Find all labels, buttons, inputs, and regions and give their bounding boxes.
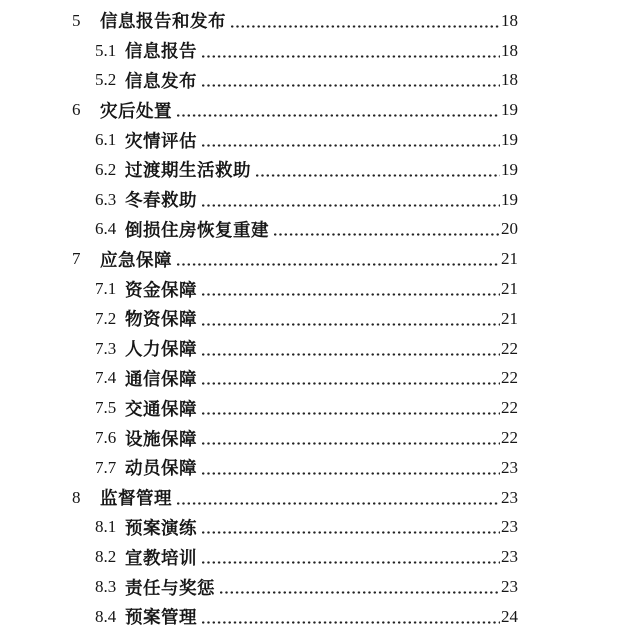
toc-entry-title: 信息报告和发布 <box>100 11 226 32</box>
toc-entry-page: 23 <box>501 517 518 537</box>
dot-leader-icon <box>177 114 500 117</box>
toc-entry-title: 信息报告 <box>125 41 197 62</box>
toc-entry[interactable] <box>72 572 518 602</box>
toc-entry-page: 23 <box>501 547 518 567</box>
dot-leader-icon <box>220 591 500 594</box>
dot-leader-icon <box>177 263 500 266</box>
dot-leader-icon <box>256 174 500 177</box>
toc-entry[interactable] <box>72 334 518 364</box>
toc-entry[interactable] <box>72 393 518 423</box>
toc-entry[interactable] <box>72 453 518 483</box>
dot-leader-icon <box>202 412 500 415</box>
dot-leader-icon <box>202 323 500 326</box>
toc-entry-title: 物资保障 <box>125 309 197 330</box>
toc-entry-number: 6 <box>72 100 81 120</box>
toc-entry-title: 预案管理 <box>125 607 197 628</box>
toc-entry-page: 19 <box>501 130 518 150</box>
toc-entry-page: 23 <box>501 457 518 477</box>
dot-leader-icon <box>274 233 500 236</box>
toc-entry-title: 预案演练 <box>125 517 197 538</box>
toc-entry[interactable] <box>72 364 518 394</box>
toc-entry-page: 19 <box>501 159 518 179</box>
toc-entry-title: 通信保障 <box>125 368 197 389</box>
toc-entry-title: 倒损住房恢复重建 <box>125 219 269 240</box>
toc-entry-title: 宣教培训 <box>125 547 197 568</box>
toc-entry-number: 6.4 <box>95 219 117 239</box>
dot-leader-icon <box>202 293 500 296</box>
toc-entry-title: 信息发布 <box>125 70 197 91</box>
toc-entry-page: 18 <box>501 70 518 90</box>
toc-entry-page: 22 <box>501 338 518 358</box>
toc-entry-page: 19 <box>501 100 518 120</box>
toc-entry-number: 8.1 <box>95 517 117 537</box>
table-of-contents <box>72 6 518 632</box>
toc-entry-number: 6.3 <box>95 189 117 209</box>
toc-entry-title: 灾后处置 <box>100 100 172 121</box>
toc-entry[interactable] <box>72 513 518 543</box>
toc-entry-number: 7.6 <box>95 428 117 448</box>
toc-entry-title: 应急保障 <box>100 249 172 270</box>
toc-entry-title: 冬春救助 <box>125 190 197 211</box>
dot-leader-icon <box>202 55 500 58</box>
dot-leader-icon <box>202 621 500 624</box>
toc-entry-page: 18 <box>501 40 518 60</box>
dot-leader-icon <box>202 204 500 207</box>
toc-entry-page: 22 <box>501 368 518 388</box>
toc-entry-page: 23 <box>501 577 518 597</box>
dot-leader-icon <box>202 531 500 534</box>
toc-entry-page: 21 <box>501 308 518 328</box>
toc-entry[interactable] <box>72 36 518 66</box>
toc-entry-number: 5.1 <box>95 40 117 60</box>
toc-entry-number: 5 <box>72 10 81 30</box>
toc-entry-title: 动员保障 <box>125 458 197 479</box>
dot-leader-icon <box>202 442 500 445</box>
toc-entry-number: 8.2 <box>95 547 117 567</box>
toc-entry-title: 人力保障 <box>125 339 197 360</box>
toc-entry[interactable] <box>72 95 518 125</box>
dot-leader-icon <box>202 353 500 356</box>
toc-entry-title: 过渡期生活救助 <box>125 160 251 181</box>
toc-entry[interactable] <box>72 185 518 215</box>
toc-entry-number: 7.4 <box>95 368 117 388</box>
toc-entry-number: 8.3 <box>95 577 117 597</box>
toc-entry-page: 20 <box>501 219 518 239</box>
toc-entry[interactable] <box>72 423 518 453</box>
toc-entry-title: 监督管理 <box>100 488 172 509</box>
toc-entry[interactable] <box>72 155 518 185</box>
dot-leader-icon <box>202 561 500 564</box>
toc-entry-number: 7.2 <box>95 308 117 328</box>
dot-leader-icon <box>231 25 500 28</box>
toc-entry[interactable] <box>72 125 518 155</box>
toc-entry-page: 23 <box>501 487 518 507</box>
toc-entry[interactable] <box>72 274 518 304</box>
toc-entry-page: 22 <box>501 428 518 448</box>
toc-entry-number: 7.5 <box>95 398 117 418</box>
toc-entry-title: 灾情评估 <box>125 130 197 151</box>
toc-entry-title: 设施保障 <box>125 428 197 449</box>
toc-entry-number: 7.3 <box>95 338 117 358</box>
toc-entry[interactable] <box>72 66 518 96</box>
toc-entry[interactable] <box>72 244 518 274</box>
toc-entry-number: 5.2 <box>95 70 117 90</box>
toc-entry-number: 6.1 <box>95 130 117 150</box>
toc-entry[interactable] <box>72 304 518 334</box>
dot-leader-icon <box>202 84 500 87</box>
dot-leader-icon <box>202 472 500 475</box>
toc-entry-number: 7 <box>72 249 81 269</box>
toc-entry-page: 21 <box>501 279 518 299</box>
toc-entry-page: 19 <box>501 189 518 209</box>
toc-entry[interactable] <box>72 542 518 572</box>
toc-entry-title: 责任与奖惩 <box>125 577 215 598</box>
toc-entry-number: 8 <box>72 487 81 507</box>
dot-leader-icon <box>202 382 500 385</box>
toc-entry[interactable] <box>72 483 518 513</box>
toc-entry-page: 22 <box>501 398 518 418</box>
toc-entry-number: 8.4 <box>95 606 117 626</box>
toc-entry-number: 7.1 <box>95 279 117 299</box>
toc-entry[interactable] <box>72 6 518 36</box>
toc-entry-page: 21 <box>501 249 518 269</box>
toc-entry[interactable] <box>72 602 518 632</box>
toc-entry-page: 18 <box>501 10 518 30</box>
toc-entry-number: 6.2 <box>95 159 117 179</box>
toc-entry-title: 交通保障 <box>125 398 197 419</box>
dot-leader-icon <box>202 144 500 147</box>
toc-entry[interactable] <box>72 215 518 245</box>
dot-leader-icon <box>177 502 500 505</box>
toc-entry-title: 资金保障 <box>125 279 197 300</box>
toc-entry-page: 24 <box>501 606 518 626</box>
toc-entry-number: 7.7 <box>95 457 117 477</box>
